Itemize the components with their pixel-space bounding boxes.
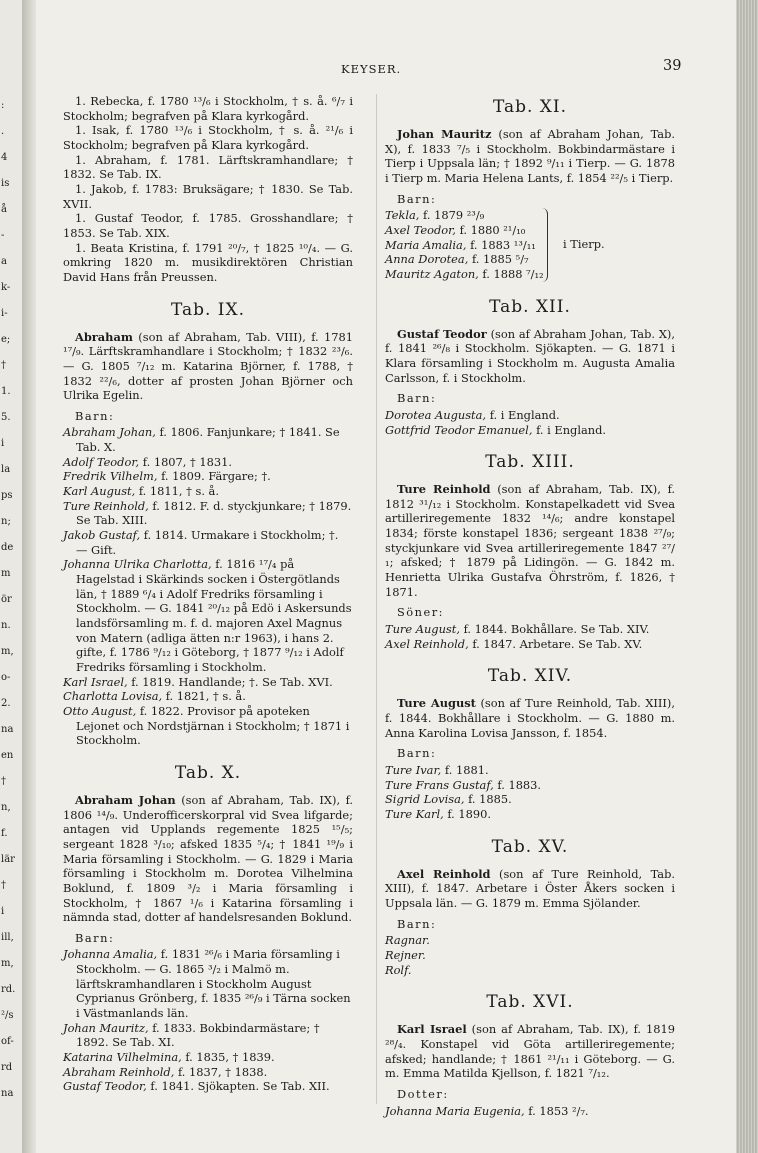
margin-fragment: å	[1, 204, 7, 215]
right-column	[385, 94, 675, 1118]
child-details: f. 1888 ⁷/₁₂	[482, 266, 544, 281]
child-name: Karl Israel,	[63, 674, 128, 689]
child-details: f. 1809. Färgare; †.	[161, 469, 271, 484]
margin-fragment: 1.	[1, 386, 11, 397]
margin-fragment: e;	[1, 334, 11, 345]
child-name: Karl August,	[63, 484, 136, 499]
book-gutter	[22, 0, 36, 1153]
child-name: Johanna Ulrika Charlotta,	[63, 557, 212, 572]
child-details: f. 1807, † 1831.	[142, 454, 232, 469]
child-details: f. 1814. Urmakare i Stockholm; †. — Gift.	[76, 528, 339, 557]
intro-entry: 1. Beata Kristina, f. 1791 ²⁰/₇, † 1825 ¹⁰/₄. — G. omkring 1820 m. musikdirektören Christian David Hans från Preussen.	[63, 240, 353, 284]
section-heading: Tab. XI.	[492, 97, 568, 117]
child-entry	[385, 963, 675, 978]
child-details: f. i England.	[489, 407, 560, 422]
family-head-paragraph	[385, 867, 675, 911]
child-name: Ture August,	[385, 622, 460, 637]
child-details: f. 1879 ²³/₉	[423, 208, 485, 223]
margin-fragment: a	[1, 256, 7, 267]
margin-fragment: :	[1, 100, 5, 111]
family-head-paragraph	[63, 793, 353, 925]
child-name: Charlotta Lovisa,	[63, 689, 163, 704]
child-name: Anna Dorotea,	[385, 252, 469, 267]
children-brace-group	[385, 208, 675, 281]
child-details: f. 1811, † s. å.	[138, 484, 219, 499]
intro-entry: 1. Abraham, f. 1781. Lärftskramhandlare; † 1832. Se Tab. IX.	[63, 152, 353, 182]
child-entry	[63, 557, 353, 674]
child-name: Johanna Amalia,	[63, 947, 158, 962]
child-details: f. 1835, † 1839.	[185, 1050, 275, 1065]
child-details: f. 1831 ²⁶/₆ i Maria församling i Stockholm. — G. 1865 ³/₂ i Malmö m. lärftskramhandlaren i Stockholm August Cyprianus Grönberg, f. 1835 ²⁶/₉ i Tärna socken i Västmanlands län.	[76, 947, 351, 1021]
margin-fragment: n,	[1, 802, 11, 813]
margin-fragment: ill,	[1, 932, 14, 943]
margin-fragment: 4	[1, 152, 8, 163]
child-details: f. 1844. Bokhållare. Se Tab. XIV.	[463, 622, 650, 637]
child-name: Mauritz Agaton,	[385, 266, 479, 281]
section-heading: Tab. XV.	[491, 836, 569, 857]
margin-fragment: 5.	[1, 412, 11, 423]
child-entry	[63, 528, 353, 557]
margin-fragment: i	[1, 438, 5, 449]
section-heading: Tab. XVI.	[486, 992, 574, 1013]
page-stack-edge	[736, 0, 758, 1153]
margin-fragment: ²/s	[1, 1010, 14, 1021]
family-head-name: Johan Mauritz	[397, 127, 492, 141]
margin-fragment: k-	[1, 282, 11, 293]
running-head: KEYSER.	[341, 62, 402, 76]
margin-fragment: m,	[1, 958, 14, 969]
child-details: f. 1847. Arbetare. Se Tab. XV.	[472, 636, 643, 651]
child-entry	[63, 1021, 353, 1050]
page-number: 39	[663, 58, 682, 74]
section-heading: Tab. XII.	[489, 296, 571, 317]
family-head-text: (son af Abraham, Tab. IX), f. 1819 ²⁸/₄. Konstapel vid Göta artilleriregemente; afsked; handlande; † 1861 ²¹/₁₁ i Göteborg. — G. m. Emma Matilda Kjellson, f. 1821 ⁷/₁₂.	[385, 1022, 675, 1081]
intro-entry: 1. Rebecka, f. 1780 ¹³/₆ i Stockholm, † s. å. ⁶/₇ i Stockholm; begrafven på Klara kyrkogård.	[63, 94, 353, 123]
margin-fragment: .	[1, 126, 5, 137]
children-label: Barn:	[397, 391, 437, 406]
child-name: Gottfrid Teodor Emanuel,	[385, 422, 533, 437]
child-entry	[63, 484, 353, 499]
family-head-paragraph	[385, 482, 675, 599]
children-label: Barn:	[397, 746, 437, 761]
children-label: Söner:	[397, 605, 445, 620]
margin-fragment: of-	[1, 1036, 14, 1047]
children-list	[385, 1104, 675, 1119]
child-entry	[63, 469, 353, 484]
child-name: Dorotea Augusta,	[385, 407, 487, 422]
children-label: Barn:	[397, 916, 437, 931]
family-head-text: (son af Ture Reinhold, Tab. XIII), f. 1844. Bokhållare i Stockholm. — G. 1880 m. Anna Karolina Lovisa Jansson, f. 1854.	[385, 696, 675, 740]
margin-fragment: rd.	[1, 984, 16, 995]
child-entry	[385, 252, 547, 267]
child-entry	[63, 455, 353, 470]
child-details: f. 1890.	[447, 806, 492, 821]
child-entry	[385, 267, 547, 282]
brace-label: i Tierp.	[563, 237, 605, 252]
child-entry	[385, 807, 675, 822]
margin-fragment: o-	[1, 672, 11, 683]
child-entry	[385, 763, 675, 778]
children-list	[385, 933, 675, 977]
column-divider	[376, 94, 377, 1104]
child-name: Tekla,	[385, 208, 420, 223]
margin-fragment: -	[1, 230, 5, 241]
margin-fragment: na	[1, 724, 14, 735]
child-name: Rejner.	[385, 947, 426, 962]
book-page	[36, 0, 736, 1153]
child-name: Axel Teodor,	[385, 222, 456, 237]
child-name: Ture Reinhold,	[63, 498, 149, 513]
child-details: f. 1881.	[444, 763, 489, 777]
section-heading: Tab. X.	[174, 762, 242, 783]
children-list	[63, 947, 353, 1094]
family-head-name: Abraham	[75, 329, 133, 344]
child-name: Gustaf Teodor,	[63, 1079, 147, 1094]
child-details: f. 1821, † s. å.	[165, 689, 246, 704]
child-name: Abraham Reinhold,	[63, 1064, 175, 1079]
child-details: f. 1837, † 1838.	[177, 1064, 268, 1079]
margin-fragment: i-	[1, 308, 8, 319]
margin-fragment: †	[1, 880, 6, 891]
child-entry	[385, 778, 675, 793]
child-entry	[385, 408, 675, 423]
child-details: f. 1883 ¹³/₁₁	[470, 237, 536, 252]
child-name: Ture Ivar,	[385, 763, 442, 777]
child-name: Abraham Johan,	[63, 425, 156, 440]
margin-fragment: i	[1, 906, 5, 917]
child-entry	[63, 1050, 353, 1065]
child-details: f. 1806. Fanjunkare; † 1841. Se Tab. X.	[76, 425, 340, 455]
child-name: Maria Amalia,	[385, 237, 467, 252]
section-heading: Tab. IX.	[170, 299, 246, 320]
child-entry	[385, 792, 675, 807]
child-details: f. 1885 ⁵/₇	[471, 252, 529, 267]
child-name: Otto August,	[63, 703, 137, 718]
family-head-text: (son af Abraham, Tab. IX), f. 1806 ¹⁴/₉. Underofficerskorpral vid Svea lifgarde; antagen vid Upplands regemente 1825 ¹⁵/₅; sergeant 1828 ³/₁₀; afsked 1835 ⁵/₄; † 1841 ¹⁹/₉ i Maria församling i Stockholm. — G. 1829 i Maria församling i Stockholm m. Dorotea Vilhelmina Boklund, f. 1809 ³/₂ i Maria församling i Stockholm, † 1867 ¹/₆ i Katarina församling i nämnda stad, dotter af handelsresanden Boklund.	[63, 792, 354, 925]
child-entry	[385, 223, 547, 238]
margin-fragment: m,	[1, 646, 14, 657]
margin-fragment: la	[1, 464, 11, 475]
child-details: f. 1816 ¹⁷/₄ på Hagelstad i Skärkinds socken i Östergötlands län, † 1889 ⁶/₄ i Adolf Fredriks församling i Stockholm. — G. 1841 ²⁰/₁₂ på Edö i Askersunds landsförsamling m. f. d. majoren Axel Magnus von Matern (adliga ätten n:r 1963), i hans 2. gifte, f. 1786 ⁹/₁₂ i Göteborg, † 1877 ⁹/₁₂ i Adolf Fredriks församling i Stockholm.	[76, 557, 352, 674]
intro-entries	[63, 94, 353, 285]
family-head-name: Abraham Johan	[75, 792, 176, 807]
child-entry	[385, 423, 675, 438]
section-heading: Tab. XIII.	[485, 452, 575, 473]
children-list	[385, 408, 675, 437]
section-heading: Tab. XIV.	[487, 666, 573, 687]
margin-fragment: ps	[1, 490, 13, 501]
family-head-name: Ture Reinhold	[397, 482, 491, 497]
child-name: Fredrik Vilhelm,	[63, 469, 158, 484]
child-entry	[385, 933, 675, 948]
child-details: f. 1822. Provisor på apoteken Lejonet och Nordstjärnan i Stockholm; † 1871 i Stockholm.	[76, 703, 350, 748]
child-name: Jakob Gustaf,	[63, 528, 141, 543]
family-head-paragraph	[385, 127, 675, 186]
children-label: Dotter:	[397, 1086, 449, 1101]
family-head-name: Axel Reinhold	[397, 866, 491, 881]
margin-fragment: n.	[1, 620, 11, 631]
child-entry	[385, 622, 675, 637]
children-label: Barn:	[75, 408, 115, 423]
child-name: Ture Karl,	[385, 806, 444, 821]
child-details: f. 1812. F. d. styckjunkare; † 1879. Se Tab. XIII.	[76, 498, 352, 528]
child-details: f. 1853 ²/₇.	[528, 1103, 589, 1118]
intro-entry: 1. Jakob, f. 1783: Bruksägare; † 1830. Se Tab. XVII.	[63, 181, 353, 211]
family-head-paragraph	[385, 696, 675, 740]
intro-entry: 1. Isak, f. 1780 ¹³/₆ i Stockholm, † s. å. ²¹/₆ i Stockholm; begrafven på Klara kyrkogård.	[63, 123, 353, 152]
child-details: f. 1885.	[468, 792, 512, 807]
child-entry	[63, 947, 353, 1020]
child-name: Johanna Maria Eugenia,	[385, 1103, 525, 1118]
left-column	[63, 94, 353, 1094]
family-head-name: Karl Israel	[397, 1022, 467, 1037]
margin-fragment: is	[1, 178, 10, 189]
margin-fragment: f.	[1, 828, 8, 839]
margin-fragment: †	[1, 776, 6, 787]
family-head-text: (son af Abraham Johan, Tab. X), f. 1833 ⁷/₅ i Stockholm. Bokbindarmästare i Tierp i Uppsala län; † 1892 ⁹/₁₁ i Tierp. — G. 1878 i Tierp m. Maria Helena Lants, f. 1854 ²²/₅ i Tierp.	[385, 127, 675, 185]
margin-fragment: n;	[1, 516, 11, 527]
margin-fragment: ör	[1, 594, 12, 605]
child-entry	[63, 675, 353, 690]
child-entry	[385, 637, 675, 652]
child-details: f. 1883.	[497, 777, 542, 792]
family-head-text: (son af Abraham, Tab. VIII), f. 1781 ¹⁷/₉. Lärftskramhandlare i Stockholm; † 1832 ²³/₆. — G. 1805 ⁷/₁₂ m. Katarina Björner, f. 1788, † 1832 ²²/₆, dotter af prosten Johan Björner och Ulrika Egelin.	[63, 329, 354, 403]
family-head-text: (son af Abraham Johan, Tab. X), f. 1841 ²⁶/₈ i Stockholm. Sjökapten. — G. 1871 i Klara församling i Stockholm m. Augusta Amalia Carlsson, f. i Stockholm.	[385, 326, 675, 385]
family-head-text: (son af Ture Reinhold, Tab. XIII), f. 1847. Arbetare i Öster Åkers socken i Uppsala län. — G. 1879 m. Emma Sjölander.	[385, 866, 675, 910]
child-name: Rolf.	[385, 962, 412, 977]
margin-fragment: †	[1, 360, 6, 371]
margin-fragment: m	[1, 568, 11, 579]
children-list	[385, 763, 675, 822]
children-label: Barn:	[397, 191, 437, 206]
child-entry	[385, 238, 547, 253]
family-head-paragraph	[63, 330, 353, 403]
child-entry	[63, 1079, 353, 1094]
child-details: f. 1833. Bokbindarmästare; † 1892. Se Tab. XI.	[76, 1020, 320, 1050]
child-name: Johan Mauritz,	[63, 1020, 149, 1035]
child-entry	[385, 948, 675, 963]
child-name: Adolf Teodor,	[63, 454, 140, 469]
margin-fragment: 2.	[1, 698, 11, 709]
child-details: f. 1880 ²¹/₁₀	[459, 222, 526, 237]
child-entry	[63, 425, 353, 454]
family-head-paragraph	[385, 1022, 675, 1081]
children-label: Barn:	[75, 930, 115, 945]
children-list	[63, 425, 353, 747]
family-head-paragraph	[385, 327, 675, 386]
child-entry	[63, 689, 353, 704]
adjacent-page-margin	[0, 0, 22, 1153]
margin-fragment: rd	[1, 1062, 13, 1073]
child-entry	[63, 499, 353, 528]
intro-entry: 1. Gustaf Teodor, f. 1785. Grosshandlare; † 1853. Se Tab. XIX.	[63, 211, 353, 240]
family-head-name: Gustaf Teodor	[397, 326, 487, 341]
children-list	[385, 622, 675, 651]
child-name: Ture Frans Gustaf,	[385, 777, 494, 792]
child-name: Sigrid Lovisa,	[385, 792, 465, 807]
child-entry	[385, 208, 547, 223]
child-details: f. 1841. Sjökapten. Se Tab. XII.	[150, 1079, 330, 1094]
child-details: f. i England.	[536, 422, 607, 437]
children-list	[385, 208, 548, 281]
child-name: Ragnar.	[385, 933, 430, 948]
child-name: Axel Reinhold,	[385, 636, 469, 651]
family-head-name: Ture August	[397, 696, 476, 711]
margin-fragment: na	[1, 1088, 14, 1099]
margin-fragment: de	[1, 542, 14, 553]
family-head-text: (son af Abraham, Tab. IX), f. 1812 ³¹/₁₂ i Stockholm. Konstapelkadett vid Svea artilleriregemente 1832 ¹⁴/₆; andre konstapel 1834; förste konstapel 1836; sergeant 1838 ²⁷/₉; styckjunkare vid Svea artilleriregemente 1847 ²⁷/₁; afsked; † 1879 på Lidingön. — G. 1842 m. Henrietta Ulrika Gustafva Öhrström, f. 1826, † 1871.	[385, 482, 675, 599]
child-details: f. 1819. Handlande; †. Se Tab. XVI.	[131, 674, 333, 689]
child-name: Katarina Vilhelmina,	[63, 1050, 182, 1065]
child-entry	[385, 1104, 675, 1119]
margin-fragment: lär	[1, 854, 15, 865]
child-entry	[63, 704, 353, 748]
child-entry	[63, 1065, 353, 1080]
margin-fragment: en	[1, 750, 14, 761]
